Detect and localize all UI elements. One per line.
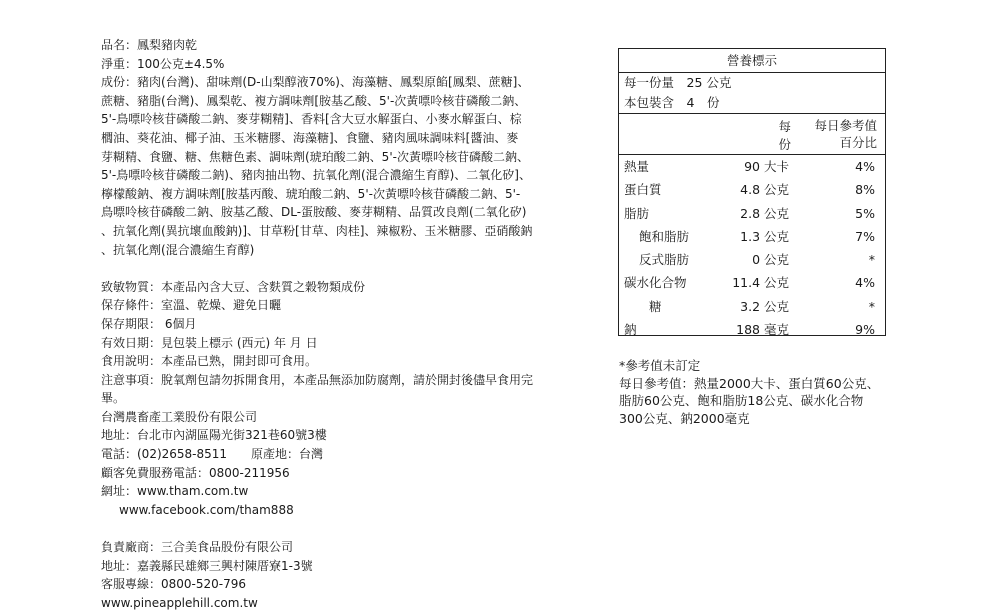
nutrient-percent: 5% [855, 205, 875, 221]
nutrition-row-saturated-fat [619, 225, 885, 248]
daily-value-header-line2: 百分比 [839, 135, 877, 150]
nutrient-name: 脂肪 [624, 205, 650, 221]
usage-instructions: 食用說明：本產品已熟，開封即可食用。 [101, 354, 318, 369]
ingredients-line: 蔗糖、豬脂(台灣)、鳳梨乾、複方調味劑[胺基乙酸、5'-次黃嘌呤核苷磷酸二鈉、 [101, 93, 527, 108]
facebook-url: www.facebook.com/tham888 [119, 502, 294, 517]
ingredients-line: 、抗氧化劑(混合濃縮生育醇) [101, 242, 255, 257]
nutrient-percent: 7% [855, 228, 875, 244]
nutrition-title: 營養標示 [619, 49, 885, 73]
nutrition-row-carbohydrate [619, 271, 885, 294]
nutrition-row-sodium [619, 318, 885, 341]
nutrition-row-energy [619, 155, 885, 178]
nutrient-name: 蛋白質 [624, 182, 662, 198]
website: 網址：www.tham.com.tw [101, 484, 249, 499]
ingredients-line: 鳥嘌呤核苷磷酸二鈉、胺基乙酸、DL-蛋胺酸、麥芽糊精、品質改良劑(二氧化矽) [101, 205, 527, 220]
nutrient-amount: 90 大卡 [744, 159, 789, 174]
storage-conditions: 保存條件：室溫、乾燥、避免日曬 [101, 298, 282, 313]
nutrition-row-fat [619, 202, 885, 225]
ingredients-line: 檸檬酸鈉、複方調味劑[胺基丙酸、琥珀酸二鈉、5'-次黃嘌呤核苷磷酸二鈉、5'- [101, 186, 521, 201]
nutrient-name: 鈉 [624, 322, 637, 338]
hotline: 顧客免費服務電話：0800-211956 [101, 465, 290, 480]
daily-value-header-line1: 每日參考值 [814, 118, 877, 133]
nutrient-percent: 9% [855, 322, 875, 338]
nutrition-row-sugar [619, 295, 885, 318]
nutrition-row-protein [619, 178, 885, 201]
nutrient-name: 糖 [649, 298, 662, 314]
nutrition-header [619, 114, 885, 155]
ingredients-line: 芽糊精、食鹽、糖、焦糖色素、調味劑(琥珀酸二鈉、5'-次黃嘌呤核苷磷酸二鈉、 [101, 149, 529, 164]
daily-value-header [814, 117, 877, 151]
ingredients-line: 櫚油、葵花油、椰子油、玉米糖膠、海藻糖]、食鹽、豬肉風味調味料[醬油、麥 [101, 130, 519, 145]
nutrient-amount: 2.8 公克 [740, 205, 789, 221]
nutrient-amount: 4.8 公克 [740, 182, 789, 198]
service-line: 客服專線：0800-520-796 [101, 577, 247, 592]
ingredients-line: 5'-鳥嘌呤核苷磷酸二鈉)、豬肉抽出物、抗氧化劑(混合濃縮生育醇)、二氧化矽]、 [101, 168, 531, 183]
nutrient-amount: 188 毫克 [736, 322, 789, 338]
expiry-date: 有效日期：見包裝上標示 (西元) 年 月 日 [101, 335, 318, 350]
nutrition-footnote [619, 357, 884, 427]
nutrient-name: 飽和脂肪 [639, 228, 690, 244]
nutrient-name: 反式脂肪 [639, 252, 690, 268]
servings-per-pack: 本包裝含 4 份 [619, 93, 885, 114]
phone-origin: 電話：(02)2658-8511 原產地：台灣 [101, 447, 324, 462]
nutrient-name: 碳水化合物 [624, 275, 687, 291]
distributor-address: 地址：嘉義縣民雄鄉三興村陳厝寮1-3號 [101, 558, 313, 573]
nutrient-amount: 3.2 公克 [740, 298, 789, 314]
nutrient-name: 熱量 [624, 159, 650, 174]
nutrient-percent: 4% [855, 159, 875, 174]
nutrient-amount: 1.3 公克 [740, 228, 789, 244]
nutrient-percent: 4% [855, 275, 875, 291]
manufacturer-address: 地址：台北市內湖區陽光街321巷60號3樓 [101, 428, 327, 443]
footnote-daily-values: 每日參考值：熱量2000大卡、蛋白質60公克、脂肪60公克、飽和脂肪18公克、碳水化合物300公克、鈉2000毫克 [619, 375, 880, 426]
net-weight: 淨重：100公克±4.5% [101, 56, 225, 71]
nutrient-percent: * [868, 298, 875, 314]
allergen-info: 致敏物質：本產品內含大豆、含麩質之穀物類成份 [101, 279, 366, 294]
product-name: 品名：鳳梨豬肉乾 [101, 38, 198, 52]
caution-note: 注意事項：脫氧劑包請勿拆開食用，本產品無添加防腐劑，請於開封後儘早食用完畢。 [101, 372, 534, 406]
shelf-life: 保存期限： 6個月 [101, 316, 197, 331]
product-info [101, 36, 539, 612]
nutrient-percent: * [868, 252, 875, 268]
nutrient-amount: 11.4 公克 [732, 275, 789, 291]
distributor: 負責廠商：三合美食品股份有限公司 [101, 540, 294, 555]
footnote-not-set: *參考值未訂定 [619, 358, 701, 373]
distributor-website: www.pineapplehill.com.tw [101, 595, 258, 610]
ingredients-line: 成份：豬肉(台灣)、甜味劑(D-山梨醇液70%)、海藻糖、鳳梨原餡[鳳梨、蔗糖]、 [101, 75, 530, 90]
nutrient-amount: 0 公克 [752, 252, 789, 268]
nutrition-table [618, 48, 886, 336]
nutrient-percent: 8% [855, 182, 875, 198]
serving-size: 每一份量 25 公克 [624, 75, 732, 90]
ingredients-line: 5'-鳥嘌呤核苷磷酸二鈉、麥芽糊精]、香料[含大豆水解蛋白、小麥水解蛋白、棕 [101, 112, 522, 127]
per-serving-header: 每份 [778, 119, 791, 152]
nutrition-row-trans-fat [619, 248, 885, 271]
manufacturer: 台灣農畜產工業股份有限公司 [101, 409, 258, 424]
ingredients-line: 、抗氧化劑(異抗壞血酸鈉)]、甘草粉[甘草、肉桂]、辣椒粉、玉米糖膠、亞硝酸鈉 [101, 223, 533, 238]
